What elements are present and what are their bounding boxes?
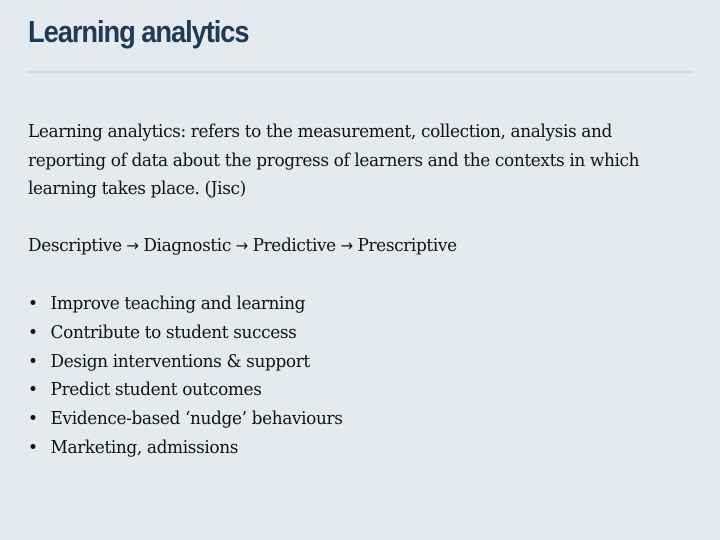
bullet-icon: • xyxy=(28,321,38,343)
bullet-icon: • xyxy=(28,379,38,401)
flow-step-diagnostic: Diagnostic xyxy=(143,235,231,256)
right-arrow-icon: → xyxy=(126,236,139,255)
flow-step-predictive: Predictive xyxy=(252,235,336,256)
bullet-icon: • xyxy=(28,293,38,314)
list-item-text: Improve teaching and learning xyxy=(50,293,306,314)
list-item xyxy=(28,376,343,405)
title-divider xyxy=(28,71,692,73)
bullet-icon: • xyxy=(28,436,38,458)
list-item xyxy=(28,319,343,348)
flow-step-descriptive: Descriptive xyxy=(28,235,122,256)
slide-title: Learning analytics xyxy=(28,14,249,49)
list-item-text: Design interventions & support xyxy=(50,350,310,372)
list-item xyxy=(28,434,343,463)
benefits-list xyxy=(28,290,343,463)
list-item-text: Predict student outcomes xyxy=(50,379,262,401)
right-arrow-icon: → xyxy=(340,236,353,255)
list-item-text: Marketing, admissions xyxy=(50,436,239,458)
list-item xyxy=(28,290,343,319)
bullet-icon: • xyxy=(28,408,38,430)
analytics-flow xyxy=(28,232,457,260)
list-item-text: Contribute to student success xyxy=(50,321,297,343)
right-arrow-icon: → xyxy=(235,236,248,255)
list-item-text: Evidence-based ‘nudge’ behaviours xyxy=(50,408,343,430)
definition-text: Learning analytics: refers to the measurement, collection, analysis and reporting of data about the progress of learners and the contexts in which learning takes place. (Jisc) xyxy=(28,121,640,199)
list-item xyxy=(28,405,343,434)
flow-step-prescriptive: Prescriptive xyxy=(357,235,457,256)
list-item xyxy=(28,348,343,377)
bullet-icon: • xyxy=(28,350,38,372)
